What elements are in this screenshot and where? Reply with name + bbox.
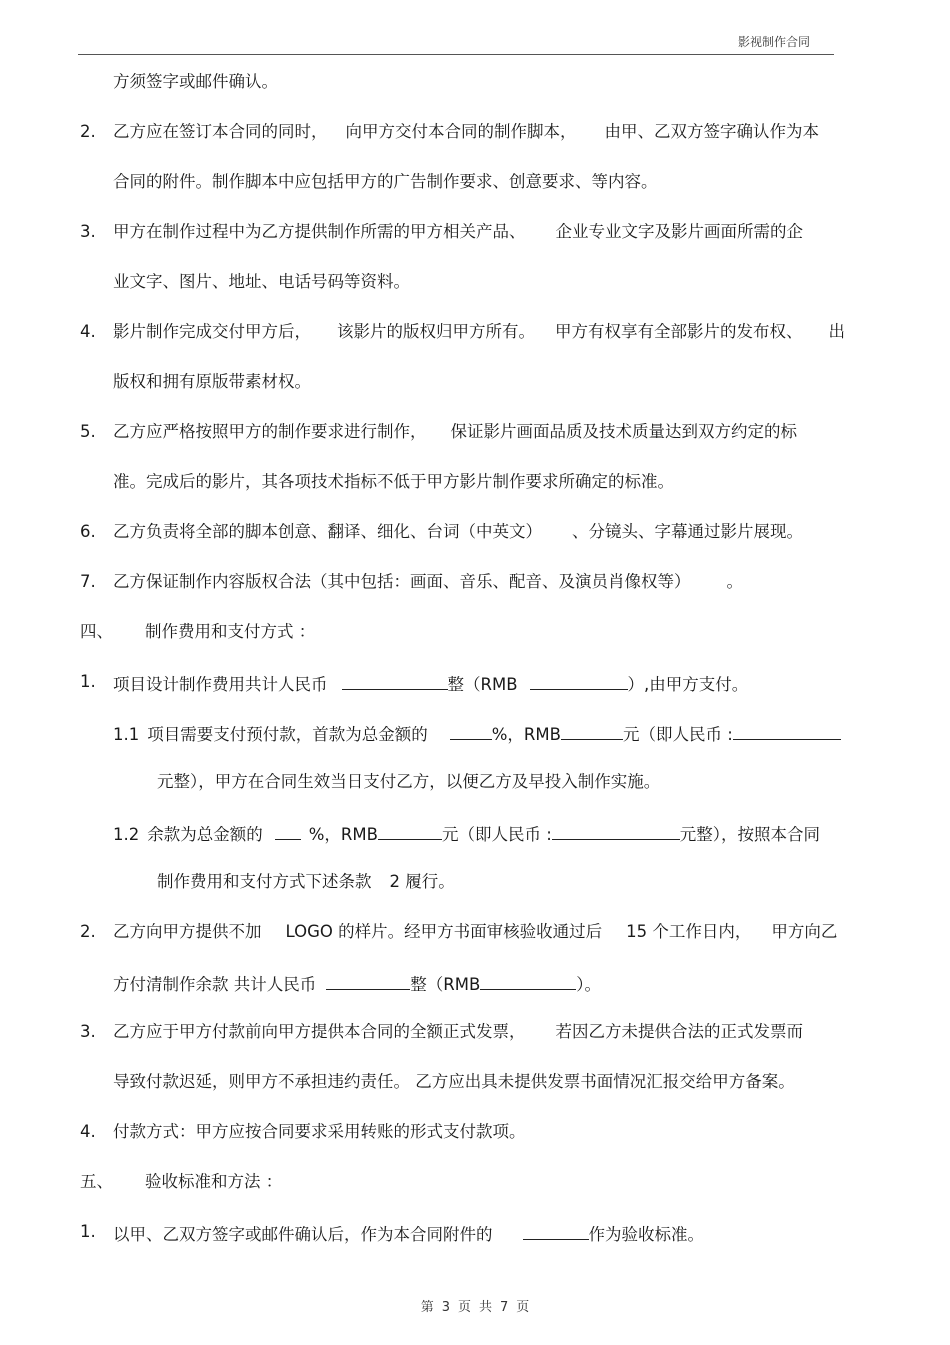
clause-line [113,221,803,243]
clause-number: 2. [80,922,96,941]
fill-in-blank [378,821,442,840]
section-heading: 制作费用和支付方式 ： [145,622,316,641]
text-run: ）,由甲方支付。 [627,675,749,694]
text-run: 。 [726,572,743,591]
footer-text: 共 [479,1300,493,1315]
fill-in-blank [275,821,301,840]
clause-line [113,321,845,343]
text-run: 整（RMB [410,975,481,994]
clause-number: 2. [80,122,96,141]
clause-number: 1.2 [113,825,140,844]
text-run: 向甲方交付本合同的制作脚本， [345,122,577,141]
footer-text: 第 [420,1300,434,1315]
text-run: LOGO 的样片。经甲方书面审核验收通过后 [285,922,603,941]
current-page-number: 3 [441,1300,450,1315]
page-footer [0,1296,950,1315]
text-run: 以甲、乙双方签字或邮件确认后，作为本合同附件的 [113,1225,493,1244]
clause-line: 方须签字或邮件确认。 [113,72,278,91]
clause-line [113,571,743,593]
fill-in-blank [450,721,492,740]
clause-line [113,671,748,696]
text-run: 甲方向乙 [771,922,838,941]
text-run: 乙方负责将全部的脚本创意、翻译、细化、台词（中英文） [113,522,542,541]
text-run: 元（即人民币 : [622,725,733,744]
text-run: %，RMB [491,725,561,744]
clause-number: 4. [80,1122,96,1141]
fill-in-blank [733,721,841,740]
section-heading: 验收标准和方法 ： [145,1172,283,1191]
text-run: %，RMB [308,825,378,844]
text-run: 出 [828,322,845,341]
text-run: 项目设计制作费用共计人民币 [113,675,328,694]
clause-number: 3. [80,1022,96,1041]
fill-in-blank [523,1221,589,1240]
running-header-title: 影视制作合同 [738,35,811,49]
clause-line [113,821,820,846]
text-run: 元整），按照本合同 [679,825,821,844]
clause-line [113,421,797,443]
text-run: 元（即人民币 : [441,825,552,844]
text-run: 乙方保证制作内容版权合法（其中包括：画面、音乐、配音、及演员肖像权等） [113,572,691,591]
text-run: 整（RMB [447,675,518,694]
text-run: 若因乙方未提供合法的正式发票而 [555,1022,803,1041]
clause-line [113,521,803,543]
text-run: 乙方应在签订本合同的同时， [113,122,328,141]
text-run: 乙方向甲方提供不加 [113,922,262,941]
clause-number: 6. [80,522,96,541]
clause-line [113,721,841,746]
fill-in-blank [480,971,576,990]
clause-number: 3. [80,222,96,241]
header-rule [78,54,834,55]
clause-line: 元整），甲方在合同生效当日支付乙方，以便乙方及早投入制作实施。 [157,772,661,791]
text-run: 该影片的版权归甲方所有。 [337,322,535,341]
clause-line: 业文字、图片、地址、电话号码等资料。 [113,272,410,291]
clause-line: 合同的附件。制作脚本中应包括甲方的广告制作要求、创意要求、等内容。 [113,172,658,191]
text-run: 制作费用和支付方式下述条款 [157,872,372,891]
clause-number: 7. [80,572,96,591]
text-run: 余款为总金额的 [147,825,263,844]
text-run: 由甲、乙双方签字确认作为本 [604,122,819,141]
clause-number: 1. [80,1222,96,1241]
section-number: 五、 [80,1172,113,1191]
footer-text: 页 [457,1300,471,1315]
text-run: 方付清制作余款 共计人民币 [113,975,317,994]
text-run: 影片制作完成交付甲方后， [113,322,311,341]
clause-number: 5. [80,422,96,441]
fill-in-blank [530,671,628,690]
fill-in-blank [342,671,448,690]
text-run: 项目需要支付预付款，首款为总金额的 [147,725,428,744]
text-run: 乙方应严格按照甲方的制作要求进行制作， [113,422,427,441]
fill-in-blank [326,971,410,990]
clause-line [113,971,601,996]
text-run: 企业专业文字及影片画面所需的企 [555,222,803,241]
clause-line: 版权和拥有原版带素材权。 [113,372,311,391]
fill-in-blank [561,721,623,740]
text-run: 、分镜头、字幕通过影片展现。 [572,522,803,541]
text-run: 2 履行。 [389,872,455,891]
clause-line: 导致付款迟延，则甲方不承担违约责任。 乙方应出具未提供发票书面情况汇报交给甲方备案。 [113,1072,795,1091]
clause-line [113,921,837,943]
text-run: 作为验收标准。 [588,1225,704,1244]
section-number: 四、 [80,622,113,641]
text-run: 甲方有权享有全部影片的发布权、 [555,322,803,341]
clause-line [157,871,455,893]
clause-number: 1.1 [113,725,140,744]
clause-line [113,1021,803,1043]
total-page-count: 7 [500,1300,509,1315]
clause-number: 1. [80,672,96,691]
clause-line: 准。完成后的影片，其各项技术指标不低于甲方影片制作要求所确定的标准。 [113,472,674,491]
text-run: 甲方在制作过程中为乙方提供制作所需的甲方相关产品、 [113,222,526,241]
text-run: ）。 [576,975,602,994]
footer-text: 页 [516,1300,530,1315]
clause-line [113,1221,704,1246]
clause-line: 付款方式：甲方应按合同要求采用转账的形式支付款项。 [113,1122,526,1141]
text-run: 15 个工作日内， [626,922,752,941]
clause-number: 4. [80,322,96,341]
text-run: 保证影片画面品质及技术质量达到双方约定的标 [450,422,797,441]
fill-in-blank [552,821,680,840]
text-run: 乙方应于甲方付款前向甲方提供本合同的全额正式发票， [113,1022,526,1041]
clause-line [113,121,819,143]
